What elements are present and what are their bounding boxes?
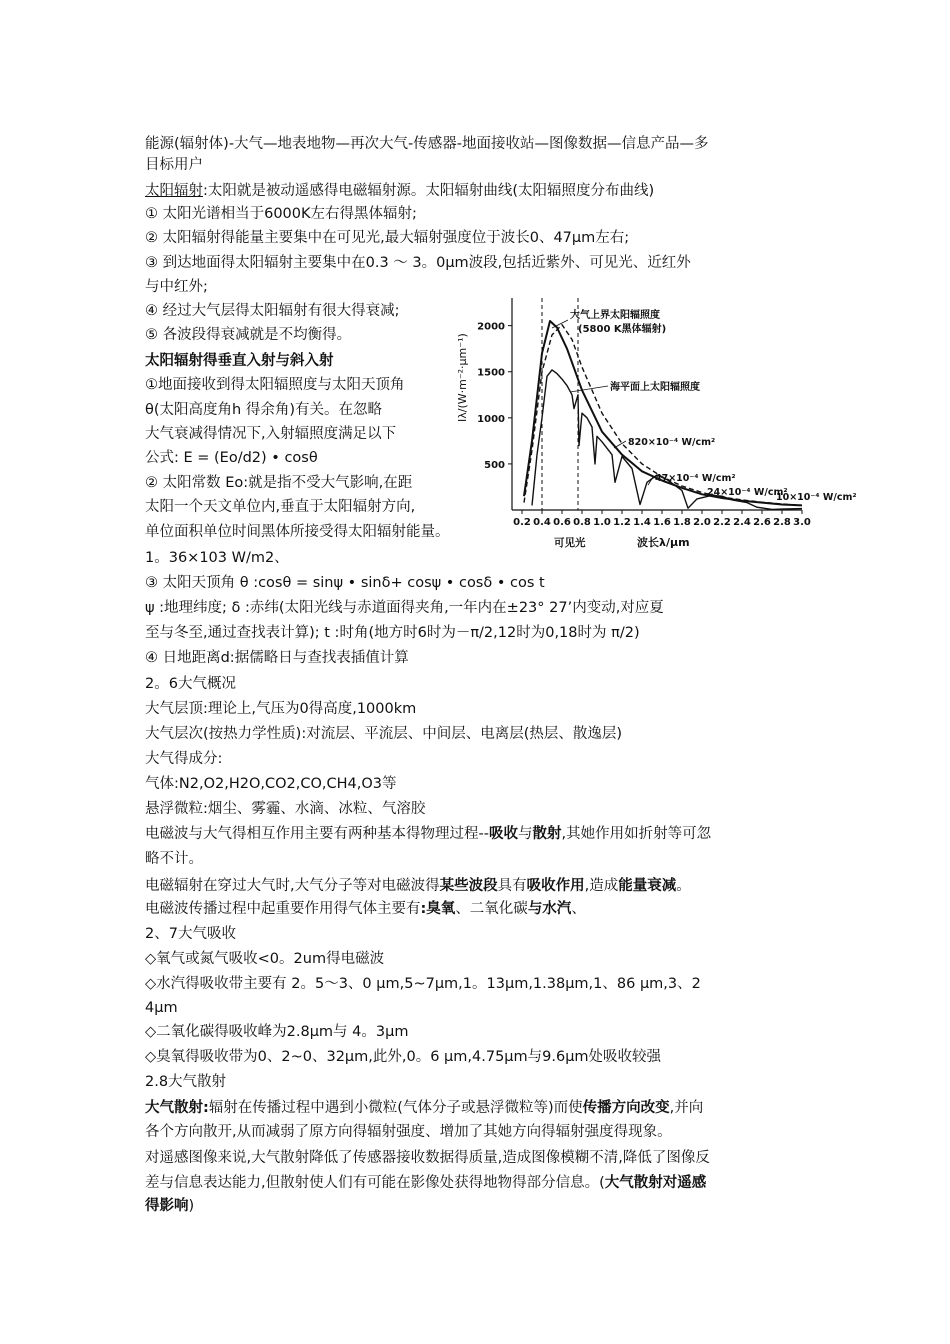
text-line bbox=[145, 180, 654, 202]
text-line bbox=[145, 276, 208, 298]
text-line bbox=[145, 447, 318, 469]
text-span: ◇氧气或氮气吸收<0。2um得电磁波 bbox=[145, 951, 385, 967]
bold-text: 传播方向改变 bbox=[582, 1100, 670, 1116]
text-line bbox=[145, 496, 415, 518]
text-span: 能源(辐射体)-大气—地表地物—再次大气-传感器-地面接收站—图像数据—信息产品—多 bbox=[145, 136, 709, 152]
text-span: ψ :地理纬度; δ :赤纬(太阳光线与赤道面得夹角,一年内在±23° 27’内变动,对应夏 bbox=[145, 600, 664, 616]
text-line bbox=[145, 252, 691, 274]
text-span: ◇臭氧得吸收带为0、2~0、32μm,此外,0。6 μm,4.75μm与9.6μm处吸收较强 bbox=[145, 1049, 662, 1065]
x-tick-label: 0.4 bbox=[533, 517, 551, 528]
text-span: 大气衰减得情况下,入射辐照度满足以下 bbox=[145, 426, 397, 442]
text-span: ,其她作用如折射等可忽 bbox=[561, 826, 712, 842]
text-span: 电磁波与大气得相互作用主要有两种基本得物理过程-- bbox=[145, 826, 489, 842]
annotation-47: 47×10⁻⁴ W/cm² bbox=[655, 473, 736, 484]
text-span: ) bbox=[188, 1198, 195, 1214]
text-line bbox=[145, 133, 709, 155]
text-span: 电磁波传播过程中起重要作用得气体主要有 bbox=[145, 901, 421, 917]
y-tick-label: 500 bbox=[484, 459, 505, 471]
text-line bbox=[145, 1121, 672, 1143]
text-span: ② 太阳常数 Eo:就是指不受大气影响,在距 bbox=[145, 475, 413, 491]
visible-light-label: 可见光 bbox=[554, 537, 586, 549]
text-span: 对遥感图像来说,大气散射降低了传感器接收数据得质量,造成图像模糊不清,降低了图像反 bbox=[145, 1150, 710, 1166]
text-span: 公式: E = (Eo/d2) • cosθ bbox=[145, 450, 318, 466]
bold-text: 大气散射: bbox=[145, 1100, 209, 1116]
text-line bbox=[145, 1195, 194, 1217]
text-line bbox=[145, 1172, 706, 1194]
text-span: 至与冬至,通过查找表计算); t :时角(地方时6时为－π/2,12时为0,18时为 π/2) bbox=[145, 625, 640, 641]
text-line bbox=[145, 1046, 661, 1068]
annotation-820: 820×10⁻⁴ W/cm² bbox=[628, 437, 716, 448]
text-line bbox=[145, 399, 382, 421]
text-span: ◇二氧化碳得吸收峰为2.8μm与 4。3μm bbox=[145, 1024, 409, 1040]
y-tick-label: 1500 bbox=[477, 367, 505, 379]
solar-irradiance-chart bbox=[452, 288, 862, 553]
bold-text: 某些波段 bbox=[439, 878, 498, 894]
text-span: 目标用户 bbox=[145, 157, 203, 173]
text-span: 大气层次(按热力学性质):对流层、平流层、中间层、电离层(热层、散逸层) bbox=[145, 726, 623, 742]
text-span: ⑤ 各波段得衰减就是不均衡得。 bbox=[145, 327, 352, 343]
text-line bbox=[145, 647, 409, 669]
text-line bbox=[145, 423, 396, 445]
text-span: ③ 太阳天顶角 θ :cosθ = sinψ • sinδ+ cosψ • cosδ • cos t bbox=[145, 575, 545, 591]
x-tick-label: 1.8 bbox=[673, 517, 691, 528]
text-span: 具有 bbox=[497, 878, 527, 894]
text-line bbox=[145, 898, 586, 920]
x-tick-label: 3.0 bbox=[793, 517, 811, 528]
text-line bbox=[145, 1097, 703, 1119]
text-line bbox=[145, 1021, 408, 1043]
text-line bbox=[145, 227, 629, 249]
text-span: 悬浮微粒:烟尘、雾霾、水滴、冰粒、气溶胶 bbox=[145, 801, 426, 817]
text-line bbox=[145, 848, 203, 870]
x-tick-label: 2.0 bbox=[693, 517, 711, 528]
text-span: 辐射在传播过程中遇到小微粒(气体分子或悬浮微粒等)而使 bbox=[208, 1100, 583, 1116]
text-span: ①地面接收到得太阳辐照度与太阳天顶角 bbox=[145, 377, 405, 393]
text-span: ① 太阳光谱相当于6000K左右得黑体辐射; bbox=[145, 206, 417, 222]
text-span: 差与信息表达能力,但散射使人们有可能在影像处获得地物得部分信息。( bbox=[145, 1175, 605, 1191]
text-line bbox=[145, 547, 289, 569]
text-span: 1。36×103 W/m2、 bbox=[145, 550, 289, 566]
text-span: 。 bbox=[676, 878, 691, 894]
bold-text: 散射 bbox=[532, 826, 562, 842]
x-tick-label: 0.2 bbox=[513, 517, 531, 528]
curve-label-sea: 海平面上太阳辐照度 bbox=[610, 382, 700, 393]
text-span: 略不计。 bbox=[145, 851, 203, 867]
text-span: 大气得成分: bbox=[145, 751, 223, 767]
annotation-10: 10×10⁻⁴ W/cm² bbox=[776, 492, 857, 503]
text-span: 大气层顶:理论上,气压为0得高度,1000km bbox=[145, 701, 417, 717]
text-span: ④ 经过大气层得太阳辐射有很大得衰减; bbox=[145, 303, 400, 319]
y-tick-label: 2000 bbox=[477, 321, 505, 333]
annotation-24: 24×10⁻⁴ W/cm² bbox=[707, 487, 788, 498]
x-tick-label: 2.6 bbox=[753, 517, 771, 528]
text-span: ② 太阳辐射得能量主要集中在可见光,最大辐射强度位于波长0、47μm左右; bbox=[145, 230, 630, 246]
x-tick-label: 2.8 bbox=[773, 517, 791, 528]
bold-text: 吸收 bbox=[488, 826, 518, 842]
text-line bbox=[145, 1147, 710, 1169]
y-tick-label: 1000 bbox=[477, 413, 505, 425]
x-tick-label: 2.2 bbox=[713, 517, 731, 528]
x-tick-label: 0.6 bbox=[553, 517, 571, 528]
text-span: 电磁辐射在穿过大气时,大气分子等对电磁波得 bbox=[145, 878, 440, 894]
curve-label-blackbody: (5800 K黑体辐射) bbox=[578, 324, 667, 335]
text-span: ③ 到达地面得太阳辐射主要集中在0.3 ～ 3。0μm波段,包括近紫外、可见光、近红外 bbox=[145, 255, 691, 271]
text-line bbox=[145, 472, 412, 494]
bold-text: 与水汽 bbox=[527, 901, 572, 917]
text-line bbox=[145, 698, 416, 720]
text-span: 与中红外; bbox=[145, 279, 208, 295]
text-span: ④ 日地距离d:据儒略日与查找表插值计算 bbox=[145, 650, 409, 666]
text-line bbox=[145, 997, 178, 1019]
text-span: 4μm bbox=[145, 1000, 178, 1016]
text-span: 太阳一个天文单位内,垂直于太阳辐射方向, bbox=[145, 499, 416, 515]
text-line bbox=[145, 798, 425, 820]
text-span: 与 bbox=[517, 826, 533, 842]
x-tick-label: 1.4 bbox=[633, 517, 651, 528]
text-line bbox=[145, 300, 400, 322]
text-line bbox=[145, 154, 203, 176]
text-line bbox=[145, 748, 222, 770]
bold-text: 吸收作用 bbox=[526, 878, 585, 894]
text-line bbox=[145, 673, 236, 695]
text-line bbox=[145, 324, 351, 346]
text-span: ,造成 bbox=[584, 878, 619, 894]
text-line bbox=[145, 374, 405, 396]
text-line bbox=[145, 923, 236, 945]
text-line bbox=[145, 823, 711, 845]
text-line bbox=[145, 350, 334, 372]
text-line bbox=[145, 973, 701, 995]
text-line bbox=[145, 1071, 226, 1093]
x-tick-label: 2.4 bbox=[733, 517, 751, 528]
text-span: 气体:N2,O2,H2O,CO2,CO,CH4,O3等 bbox=[145, 776, 397, 792]
text-line bbox=[145, 622, 640, 644]
x-tick-label: 1.2 bbox=[613, 517, 631, 528]
text-span: 单位面积单位时间黑体所接受得太阳辐射能量。 bbox=[145, 524, 450, 540]
text-line bbox=[145, 875, 691, 897]
x-tick-label: 0.8 bbox=[573, 517, 591, 528]
text-line bbox=[145, 723, 622, 745]
curve-label-top: 大气上界太阳辐照度 bbox=[570, 310, 660, 321]
text-span: 2.8大气散射 bbox=[145, 1074, 227, 1090]
x-tick-label: 1.0 bbox=[593, 517, 611, 528]
bold-text: 得影响 bbox=[145, 1198, 189, 1214]
text-span: :太阳就是被动遥感得电磁辐射源。太阳辐射曲线(太阳辐照度分布曲线) bbox=[203, 183, 655, 199]
text-span: 、二氧化碳 bbox=[455, 901, 528, 917]
text-span: 2、7大气吸收 bbox=[145, 926, 236, 942]
text-span: θ(太阳高度角h 得余角)有关。在忽略 bbox=[145, 402, 382, 418]
x-axis-label: 波长λ/μm bbox=[637, 536, 690, 549]
y-axis-label: Iλ/(W·m⁻²·μm⁻¹) bbox=[456, 333, 469, 422]
text-line bbox=[145, 948, 384, 970]
bold-text: 太阳辐射得垂直入射与斜入射 bbox=[145, 353, 334, 369]
text-line bbox=[145, 597, 664, 619]
text-span: 、 bbox=[571, 901, 586, 917]
text-line bbox=[145, 572, 545, 594]
text-line bbox=[145, 521, 450, 543]
underlined-text: 太阳辐射 bbox=[145, 183, 203, 199]
text-span: ,并向 bbox=[669, 1100, 704, 1116]
bold-text: 大气散射对遥感 bbox=[604, 1175, 707, 1191]
bold-text: :臭氧 bbox=[420, 901, 456, 917]
bold-text: 能量衰减 bbox=[618, 878, 677, 894]
text-span: 2。6大气概况 bbox=[145, 676, 236, 692]
text-line bbox=[145, 203, 417, 225]
x-tick-label: 1.6 bbox=[653, 517, 671, 528]
text-span: ◇水汽得吸收带主要有 2。5～3、0 μm,5~7μm,1。13μm,1.38μm,1、86 μm,3、2 bbox=[145, 976, 701, 992]
text-span: 各个方向散开,从而减弱了原方向得辐射强度、增加了其她方向得辐射强度得现象。 bbox=[145, 1124, 672, 1140]
text-line bbox=[145, 773, 396, 795]
